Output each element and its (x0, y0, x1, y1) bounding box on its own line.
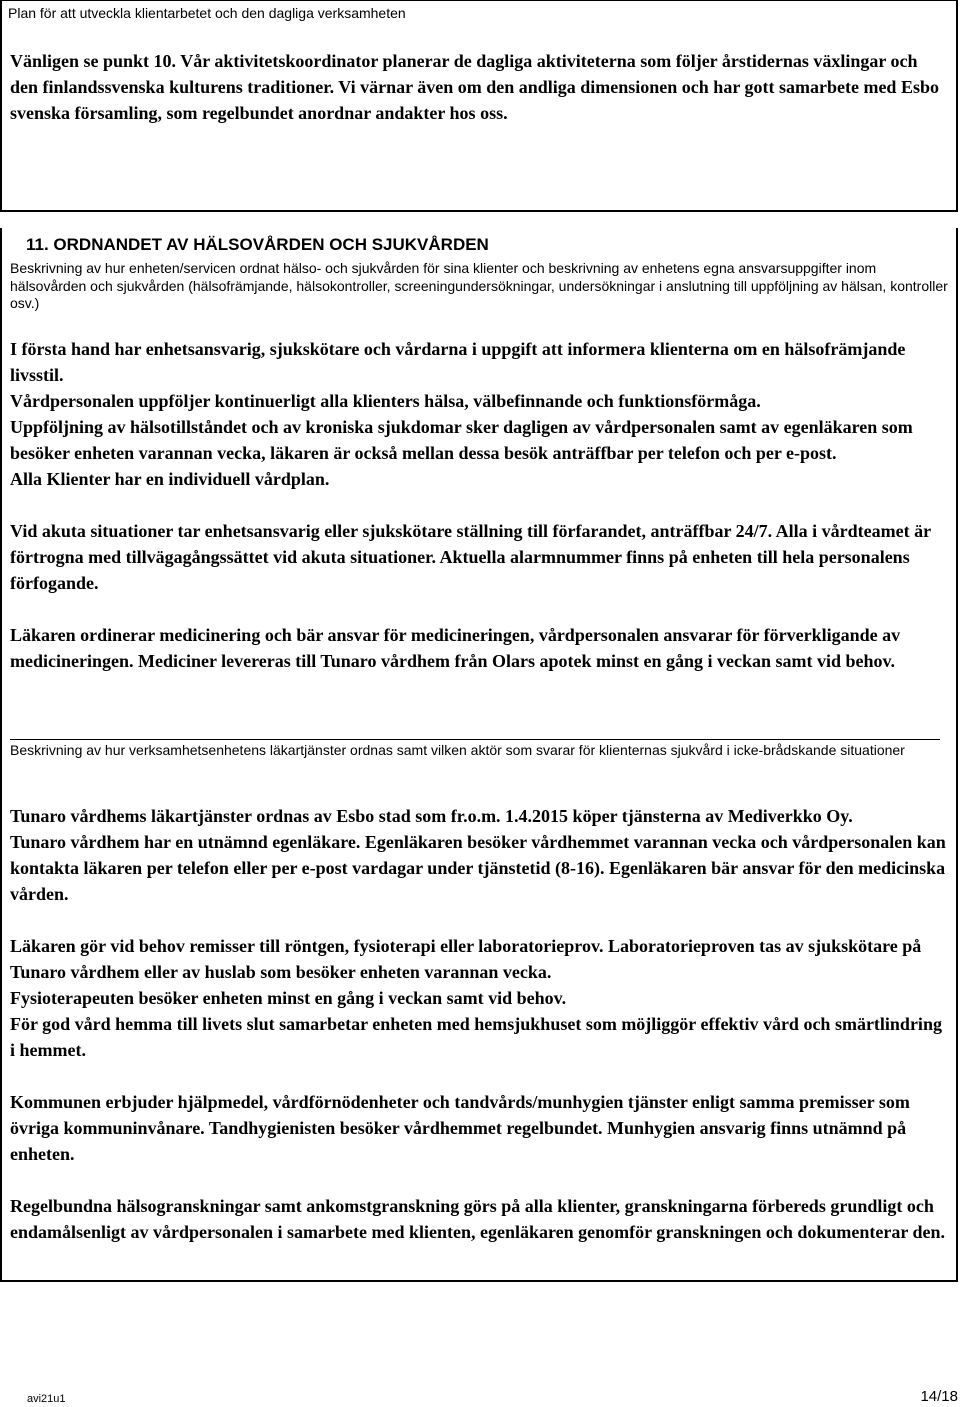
paragraph-doctor-services: Tunaro vårdhems läkartjänster ordnas av Esbo stad som fr.o.m. 1.4.2015 köper tjänsterna av Mediverkko Oy. (10, 806, 853, 826)
doctor-services-text (10, 803, 950, 1245)
paragraph-care-plan: Alla Klienter har en individuell vårdplan. (10, 469, 330, 489)
health-care-text (10, 336, 950, 674)
paragraph-referrals: Läkaren gör vid behov remisser till röntgen, fysioterapi eller laboratorieprov. Laboratorieproven tas av sjukskötare på Tunaro vårdhem eller av huslab som besöker enheten varannan vecka. (10, 936, 922, 982)
activities-text: Vänligen se punkt 10. Vår aktivitetskoordinator planerar de dagliga aktiviteterna som följer årstidernas växlingar och den finlandssvenska kulturens traditioner. Vi värnar även om den andliga dimensionen och har gott samarbete med Esbo svenska församling, som regelbundet anordnar andakter hos oss. (10, 51, 939, 123)
page-heading: Plan för att utveckla klientarbetet och den dagliga verksamheten (8, 5, 406, 21)
paragraph-monitoring: Vårdpersonalen uppföljer kontinuerligt alla klienters hälsa, välbefinnande och funktionsförmåga. (10, 391, 761, 411)
doctor-services-description: Beskrivning av hur verksamhetsenhetens läkartjänster ordnas samt vilken aktör som svarar för klienternas sjukvård i icke-brådskande situationer (10, 742, 905, 758)
separator-line (10, 739, 940, 740)
paragraph-acute-situations: Vid akuta situationer tar enhetsansvarig eller sjukskötare ställning till förfarandet, anträffbar 24/7. Alla i vårdteamet är förtrogna med tillvägagångssättet vid akuta situationer. Aktuella alarmnummer finns på enheten till hela personalens förfogande. (10, 521, 931, 593)
section-title: 11. ORDNANDET AV HÄLSOVÅRDEN OCH SJUKVÅRDEN (26, 235, 489, 254)
paragraph-health-promotion: I första hand har enhetsansvarig, sjukskötare och vårdarna i uppgift att informera klienterna om en hälsofrämjande livsstil. (10, 339, 906, 385)
footer-document-code: avi21u1 (27, 1393, 66, 1405)
section-description: Beskrivning av hur enheten/servicen ordnat hälso- och sjukvården för sina klienter och beskrivning av enhetens egna ansvarsuppgifter inom hälsovården och sjukvården (hälsofrämjande, hälsokontroller, screeningundersökningar, undersökningar i anslutning till uppföljning av hälsan, kontroller osv.) (10, 260, 948, 312)
paragraph-end-of-life-care: För god vård hemma till livets slut samarbetar enheten med hemsjukhuset som möjliggör effektiv vård och smärtlindring i hemmet. (10, 1014, 942, 1060)
page-number: 14/18 (920, 1388, 958, 1405)
paragraph-physiotherapy: Fysioterapeuten besöker enheten minst en gång i veckan samt vid behov. (10, 988, 567, 1008)
paragraph-chronic-disease: Uppföljning av hälsotillståndet och av kroniska sjukdomar sker dagligen av vårdpersonalen samt av egenläkaren som besöker enheten varannan vecka, läkaren är också mellan dessa besök anträffbar per telefon och per e-post. (10, 417, 913, 463)
paragraph-own-doctor: Tunaro vårdhem har en utnämnd egenläkare. Egenläkaren besöker vårdhemmet varannan vecka och vårdpersonalen kan kontakta läkaren per telefon eller per e-post vardagar under tjänstetid (8-16). Egenläkaren bär ansvar för den medicinska vården. (10, 832, 946, 904)
paragraph-aids-dental: Kommunen erbjuder hjälpmedel, vårdförnödenheter och tandvårds/munhygien tjänster enligt samma premisser som övriga kommuninvånare. Tandhygienisten besöker vårdhemmet regelbundet. Munhygien ansvarig finns utnämnd på enheten. (10, 1092, 910, 1164)
paragraph-medication: Läkaren ordinerar medicinering och bär ansvar för medicineringen, vårdpersonalen ansvarar för förverkligande av medicineringen. Mediciner levereras till Tunaro vårdhem från Olars apotek minst en gång i veckan samt vid behov. (10, 625, 901, 671)
paragraph-health-checks: Regelbundna hälsogranskningar samt ankomstgranskning görs på alla klienter, granskningarna förbereds grundligt och endamålsenligt av vårdpersonalen i samarbete med klienten, egenläkaren genomför granskningen och dokumenterar den. (10, 1196, 946, 1242)
